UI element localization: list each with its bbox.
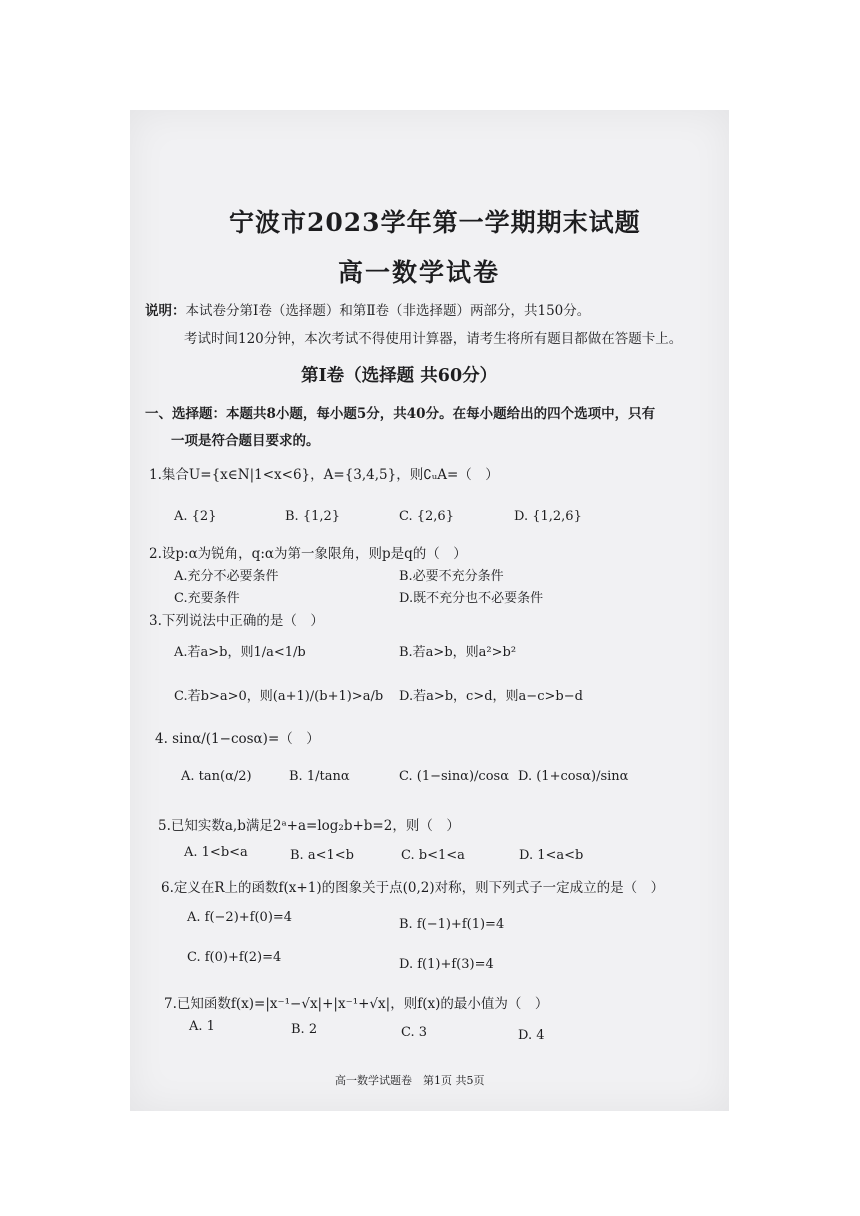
- question-7-option-b: B. 2: [291, 1022, 318, 1037]
- question-5-option-b: B. a<1<b: [290, 848, 354, 863]
- page-title: 宁波市2023学年第一学期期末试题: [229, 208, 641, 237]
- notes-text-1: 本试卷分第Ⅰ卷（选择题）和第Ⅱ卷（非选择题）两部分，共150分。: [185, 303, 591, 319]
- question-3-option-b: B.若a>b，则a²>b²: [399, 645, 517, 660]
- question-5-stem: 5.已知实数a,b满足2ᵃ+a=log₂b+b=2，则（ ）: [158, 818, 460, 834]
- question-7-stem: 7.已知函数f(x)=|x⁻¹−√x|+|x⁻¹+√x|，则f(x)的最小值为（ ）: [164, 996, 549, 1012]
- question-5-option-c: C. b<1<a: [401, 848, 465, 863]
- question-4-stem: 4. sinα/(1−cosα)=（ ）: [155, 731, 320, 747]
- question-1-option-b: B. {1,2}: [285, 509, 341, 524]
- page-footer: 高一数学试题卷 第1页 共5页: [335, 1074, 485, 1087]
- question-5-option-a: A. 1<b<a: [184, 845, 248, 860]
- question-6-option-b: B. f(−1)+f(1)=4: [399, 917, 505, 932]
- question-7-option-c: C. 3: [401, 1025, 428, 1040]
- question-2-option-d: D.既不充分也不必要条件: [399, 591, 544, 606]
- question-4-option-d: D. (1+cosα)/sinα: [518, 769, 629, 784]
- question-5-option-d: D. 1<a<b: [519, 848, 584, 863]
- notes-line-1: [145, 299, 590, 319]
- section-title: 第Ⅰ卷（选择题 共60分）: [301, 366, 498, 386]
- question-3-stem: 3.下列说法中正确的是（ ）: [149, 613, 324, 629]
- question-1-option-a: A. {2}: [174, 509, 217, 524]
- question-1-stem: 1.集合U={x∈N|1<x<6}，A={3,4,5}，则∁ᵤA=（ ）: [149, 467, 499, 483]
- question-2-option-b: B.必要不充分条件: [399, 569, 504, 584]
- question-2-option-c: C.充要条件: [174, 591, 240, 606]
- page-subtitle: 高一数学试卷: [338, 258, 501, 287]
- question-4-option-a: A. tan(α/2): [181, 769, 252, 784]
- question-3-option-a: A.若a>b，则1/a<1/b: [174, 645, 306, 660]
- notes-label: 说明：: [145, 303, 186, 319]
- notes-line-2: 考试时间120分钟，本次考试不得使用计算器，请考生将所有题目都做在答题卡上。: [184, 331, 683, 347]
- question-1-option-c: C. {2,6}: [399, 509, 454, 524]
- question-6-option-c: C. f(0)+f(2)=4: [187, 950, 282, 965]
- section-instruction-1: 一、选择题：本题共8小题，每小题5分，共40分。在每小题给出的四个选项中，只有: [145, 406, 656, 422]
- question-1-option-d: D. {1,2,6}: [514, 509, 582, 524]
- question-6-option-d: D. f(1)+f(3)=4: [399, 957, 494, 972]
- question-3-option-c: C.若b>a>0，则(a+1)/(b+1)>a/b: [174, 689, 384, 704]
- question-7-option-d: D. 4: [518, 1028, 545, 1043]
- question-3-option-d: D.若a>b，c>d，则a−c>b−d: [399, 689, 583, 704]
- question-2-option-a: A.充分不必要条件: [174, 569, 279, 584]
- question-6-option-a: A. f(−2)+f(0)=4: [187, 910, 293, 925]
- question-4-option-b: B. 1/tanα: [289, 769, 350, 784]
- question-2-stem: 2.设p:α为锐角，q:α为第一象限角，则p是q的（ ）: [149, 546, 467, 562]
- section-instruction-2: 一项是符合题目要求的。: [171, 433, 320, 449]
- question-4-option-c: C. (1−sinα)/cosα: [399, 769, 509, 784]
- question-6-stem: 6.定义在R上的函数f(x+1)的图象关于点(0,2)对称，则下列式子一定成立的是（ ）: [161, 880, 665, 896]
- question-7-option-a: A. 1: [189, 1019, 215, 1034]
